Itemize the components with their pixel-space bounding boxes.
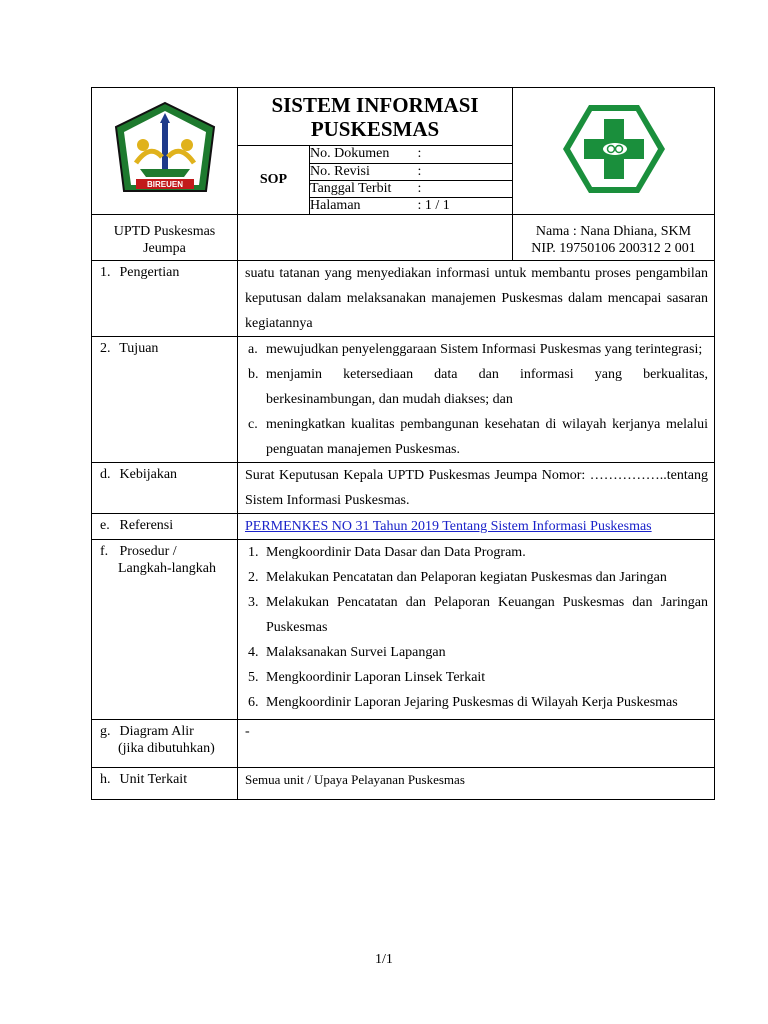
list-marker: 1. [248, 545, 259, 560]
section-body-diagram: - [238, 720, 715, 768]
section-title: Tujuan [119, 341, 159, 356]
section-label-kebijakan [92, 463, 238, 514]
list-text: Melakukan Pencatatan dan Pelaporan Keuangan Puskesmas dan Jaringan Puskesmas [266, 595, 708, 635]
signature-area [238, 215, 513, 261]
list-marker: 3. [248, 595, 259, 610]
sop-table [91, 87, 715, 800]
section-label-pengertian [92, 261, 238, 337]
list-marker: c. [248, 417, 258, 432]
section-subtitle: Langkah-langkah [118, 561, 216, 576]
puskesmas-logo-cell [513, 88, 715, 215]
meta-value-no-revisi: : [418, 164, 513, 181]
section-number: 1. [100, 265, 111, 280]
list-item [245, 412, 708, 462]
title-line-1: SISTEM INFORMASI [271, 92, 479, 117]
section-body-referensi [238, 514, 715, 540]
list-item [245, 690, 708, 715]
regency-logo-cell [92, 88, 238, 215]
list-text: menjamin ketersediaan data dan informasi yang berkualitas, berkesinambungan, dan mudah diakses; dan [266, 367, 708, 407]
section-title: Prosedur / [119, 544, 177, 559]
meta-value-tanggal-terbit: : [418, 181, 513, 198]
section-title: Unit Terkait [119, 772, 188, 787]
meta-key-no-revisi: No. Revisi [310, 164, 418, 181]
list-text: meningkatkan kualitas pembangunan kesehatan di wilayah kerjanya melalui penguatan manajemen Puskesmas. [266, 417, 708, 457]
list-marker: 5. [248, 670, 259, 685]
list-text: Mengkoordinir Laporan Linsek Terkait [266, 670, 486, 685]
list-item [245, 640, 708, 665]
section-body-pengertian: suatu tatanan yang menyediakan informasi untuk membantu proses pengambilan keputusan dalam melaksanakan manajemen Puskesmas dalam mencapai sasaran kegiatannya [238, 261, 715, 337]
section-subtitle: (jika dibutuhkan) [118, 741, 215, 756]
signer-nip: NIP. 19750106 200312 2 001 [531, 241, 696, 256]
tujuan-list [245, 337, 708, 462]
list-text: Malaksanakan Survei Lapangan [266, 645, 446, 660]
section-number: e. [100, 518, 110, 533]
list-marker: b. [248, 367, 259, 382]
signer-name: Nama : Nana Dhiana, SKM [535, 224, 692, 239]
list-item [245, 590, 708, 640]
list-item [245, 665, 708, 690]
bireuen-regency-logo-icon [110, 99, 220, 199]
prosedur-list [245, 540, 708, 715]
sop-label: SOP [238, 146, 310, 215]
org-line-2: Jeumpa [143, 241, 186, 256]
list-marker: 2. [248, 570, 259, 585]
meta-key-halaman: Halaman [310, 198, 418, 215]
meta-key-no-dokumen: No. Dokumen [310, 146, 418, 164]
section-title: Pengertian [119, 265, 180, 280]
puskesmas-logo-icon [559, 99, 669, 199]
section-label-prosedur [92, 540, 238, 720]
organization-name [92, 215, 238, 261]
list-item [245, 337, 708, 362]
section-number: 2. [100, 341, 111, 356]
section-label-unit [92, 768, 238, 800]
section-number: g. [100, 724, 111, 739]
section-body-kebijakan: Surat Keputusan Kepala UPTD Puskesmas Jeumpa Nomor: ……………..tentang Sistem Informasi Puskesmas. [238, 463, 715, 514]
title-line-2: PUSKESMAS [310, 116, 440, 141]
document-title [238, 88, 513, 146]
section-body-tujuan [238, 337, 715, 463]
section-number: h. [100, 772, 111, 787]
list-item [245, 362, 708, 412]
logo-text: BIREUEN [146, 179, 183, 189]
page-number: 1/1 [375, 952, 393, 967]
section-body-unit: Semua unit / Upaya Pelayanan Puskesmas [238, 768, 715, 800]
referensi-link[interactable]: PERMENKES NO 31 Tahun 2019 Tentang Sistem Informasi Puskesmas [245, 519, 652, 534]
sop-document [91, 87, 714, 800]
meta-key-tanggal-terbit: Tanggal Terbit [310, 181, 418, 198]
meta-value-halaman: : 1 / 1 [418, 198, 513, 215]
list-marker: a. [248, 342, 258, 357]
list-item [245, 540, 708, 565]
meta-value-no-dokumen: : [418, 146, 513, 164]
list-text: mewujudkan penyelenggaraan Sistem Informasi Puskesmas yang terintegrasi; [266, 342, 703, 357]
list-text: Melakukan Pencatatan dan Pelaporan kegiatan Puskesmas dan Jaringan [266, 570, 667, 585]
section-title: Diagram Alir [119, 724, 194, 739]
section-label-diagram [92, 720, 238, 768]
org-line-1: UPTD Puskesmas [113, 224, 216, 239]
section-body-prosedur [238, 540, 715, 720]
section-title: Referensi [119, 518, 174, 533]
list-marker: 6. [248, 695, 259, 710]
list-text: Mengkoordinir Data Dasar dan Data Program. [266, 545, 526, 560]
section-number: d. [100, 467, 111, 482]
list-marker: 4. [248, 645, 259, 660]
section-number: f. [100, 544, 109, 559]
section-title: Kebijakan [119, 467, 178, 482]
list-text: Mengkoordinir Laporan Jejaring Puskesmas di Wilayah Kerja Puskesmas [266, 695, 678, 710]
signer-info [513, 215, 715, 261]
section-label-referensi [92, 514, 238, 540]
list-item [245, 565, 708, 590]
section-label-tujuan [92, 337, 238, 463]
